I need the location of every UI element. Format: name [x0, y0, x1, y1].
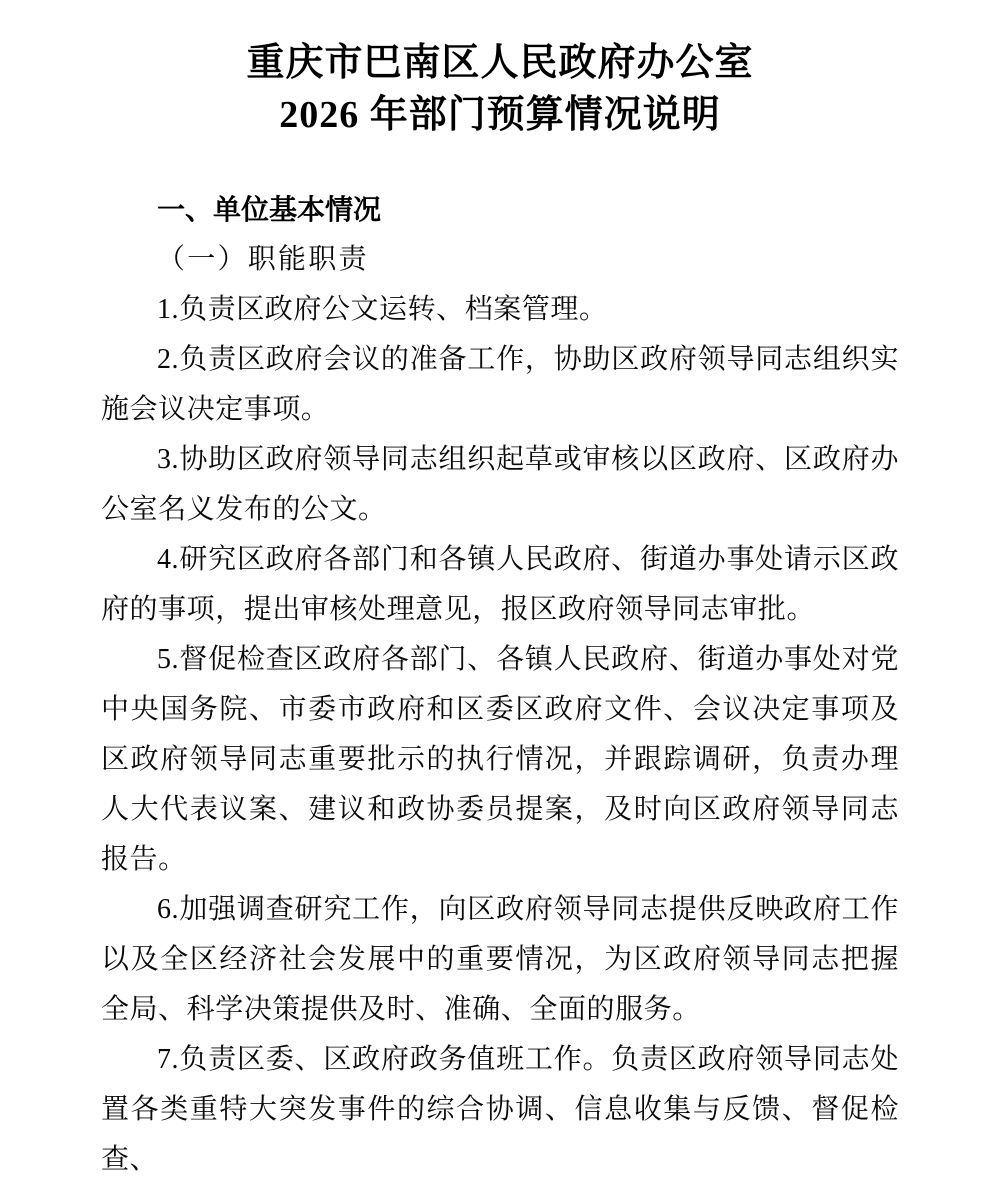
paragraph: 1.负责区政府公文运转、档案管理。 [157, 294, 608, 326]
document-body [101, 185, 899, 1185]
paragraph: 2.负责区政府会议的准备工作，协助区政府领导同志组织实施会议决定事项。 [101, 344, 899, 426]
paragraph: 3.协助区政府领导同志组织起草或审核以区政府、区政府办公室名义发布的公文。 [101, 444, 899, 526]
paragraph: 7.负责区委、区政府政务值班工作。负责区政府领导同志处置各类重特大突发事件的综合协调、信息收集与反馈、督促检查、 [101, 1044, 899, 1176]
paragraph: 6.加强调查研究工作，向区政府领导同志提供反映政府工作以及全区经济社会发展中的重要情况，为区政府领导同志把握全局、科学决策提供及时、准确、全面的服务。 [101, 894, 899, 1026]
subsection-heading-duties: （一）职能职责 [157, 244, 369, 276]
paragraph: 4.研究区政府各部门和各镇人民政府、街道办事处请示区政府的事项，提出审核处理意见，报区政府领导同志审批。 [101, 544, 899, 626]
document-title-line-1: 重庆市巴南区人民政府办公室 [246, 42, 754, 85]
document-title [101, 37, 899, 141]
document-title-line-2: 2026 年部门预算情况说明 [279, 94, 721, 137]
paragraph-list [101, 285, 899, 1185]
section-heading-unit-basic-info: 一、单位基本情况 [157, 194, 382, 226]
paragraph: 5.督促检查区政府各部门、各镇人民政府、街道办事处对党中央国务院、市委市政府和区委区政府文件、会议决定事项及区政府领导同志重要批示的执行情况，并跟踪调研，负责办理人大代表议案、建议和政协委员提案，及时向区政府领导同志报告。 [101, 644, 899, 876]
